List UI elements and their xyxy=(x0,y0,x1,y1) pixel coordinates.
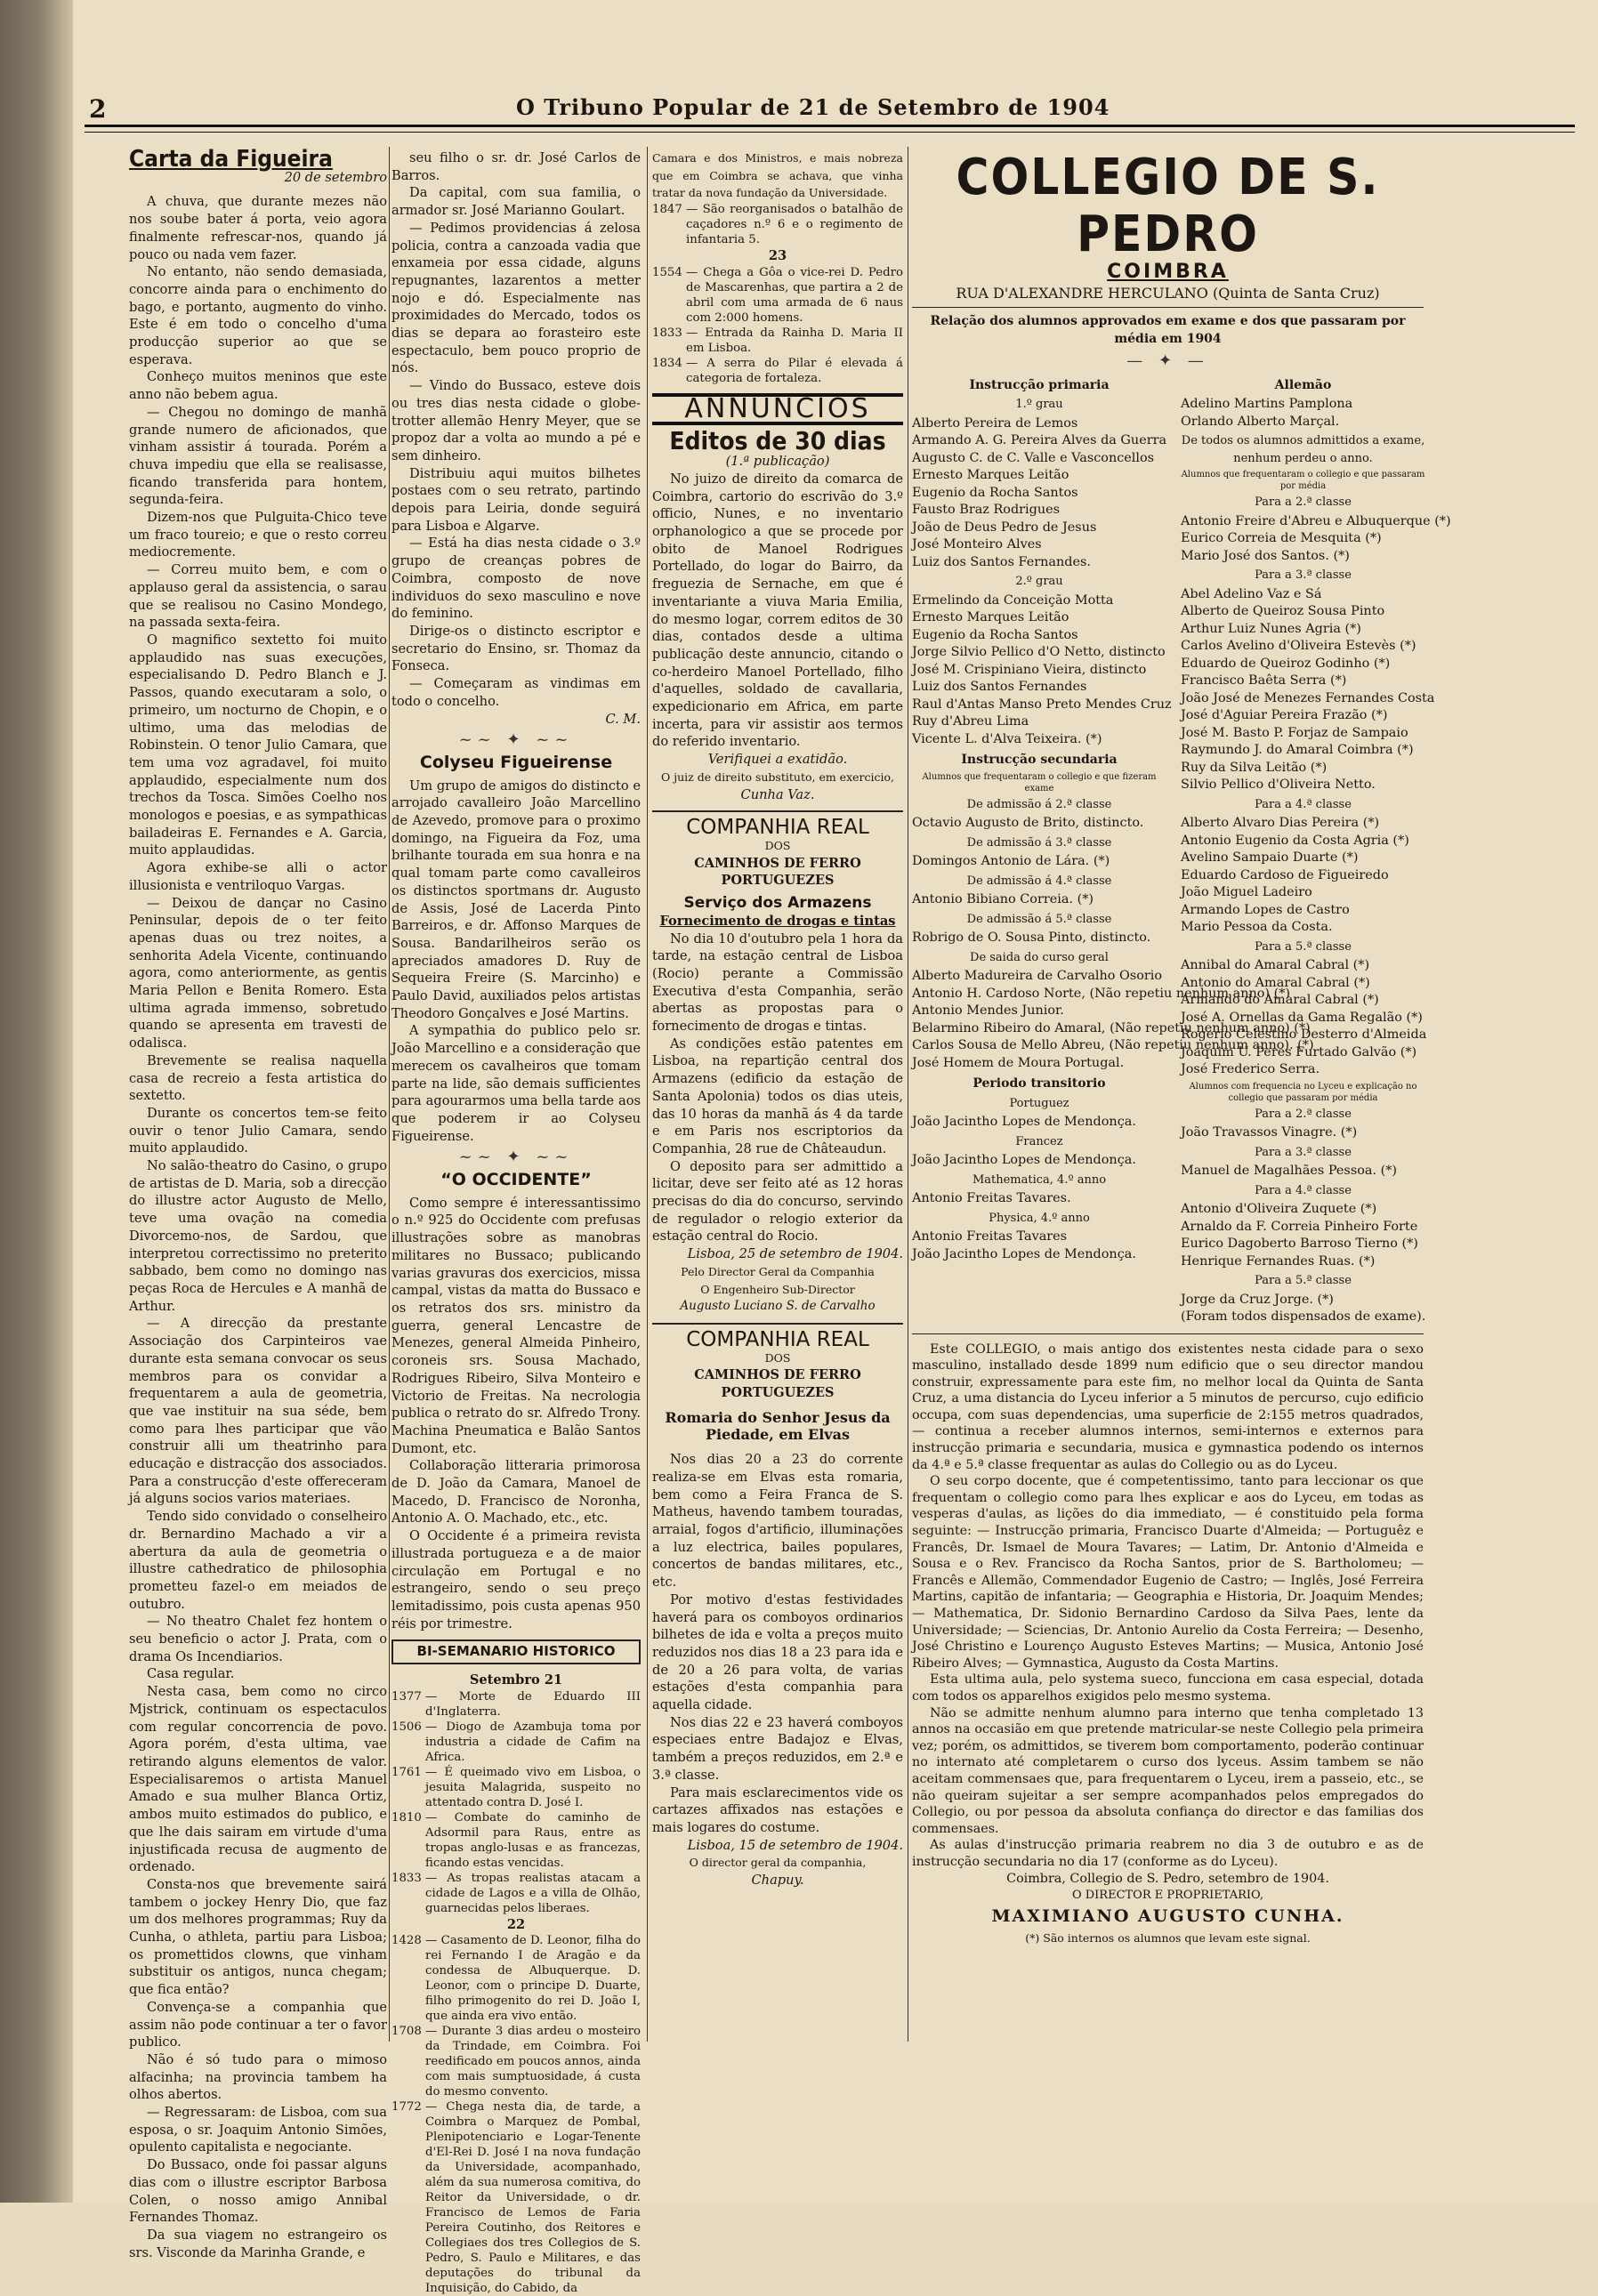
subsection-title: Setembro 21 xyxy=(469,1672,563,1688)
company-dos: DOS xyxy=(764,838,791,852)
list-heading: De saida do curso geral xyxy=(970,950,1109,964)
section-title: Colyseu Figueirense xyxy=(419,752,613,772)
list-heading: Allemão xyxy=(1274,377,1332,392)
student-name: Alberto Alvaro Dias Pereira (*) xyxy=(1181,816,1380,831)
student-name: Luiz dos Santos Fernandes xyxy=(912,680,1087,695)
entry-text: — Casamento de D. Leonor, filha do rei Fernando I de Aragão e da condessa de Albuquerque. D. Leonor, com o principe D. Duarte, filho primogenito do rei D. João I, que ainda era vivo então. xyxy=(425,1934,641,2024)
running-header: O Tribuno Popular de 21 de Setembro de 1904 xyxy=(516,94,1110,120)
paragraph: Esta ultima aula, pelo systema sueco, funcciona em casa especial, dotada com todos os apparelhos exigidos pelo mesmo systema. xyxy=(912,1672,1424,1704)
student-name: Orlando Alberto Marçal. xyxy=(1181,414,1340,429)
company-subtitle: CAMINHOS DE FERRO PORTUGUEZES xyxy=(694,855,861,889)
college-city: COIMBRA xyxy=(1107,261,1229,283)
student-name: Ernesto Marques Leitão xyxy=(912,610,1069,625)
director-line: O director geral da companhia, xyxy=(689,1856,867,1870)
student-name: João Miguel Ladeiro xyxy=(1181,885,1312,900)
entry-year: 1810 xyxy=(391,1810,422,1825)
student-name: João Travassos Vinagre. (*) xyxy=(1181,1125,1358,1140)
results-heading: Relação dos alumnos approvados em exame e dos que passaram por média em 1904 xyxy=(930,314,1406,347)
entry-text: — Chega a Gôa o vice-rei D. Pedro de Mascarenhas, que partira a 2 de abril com uma armada de 6 naus com 2:000 homens. xyxy=(686,265,903,325)
paragraph: — Começaram as vindimas em todo o concelho. xyxy=(391,676,641,709)
chronology-entry xyxy=(391,2099,641,2296)
list-heading: Alumnos que frequentaram o collegio e que fizeram exame xyxy=(922,771,1157,794)
student-name: Carlos Avelino d'Oliveira Estevès (*) xyxy=(1181,639,1416,654)
student-name: Arnaldo da F. Correia Pinheiro Forte xyxy=(1181,1219,1418,1234)
college-advertisement xyxy=(912,149,1451,2084)
student-name: Ernesto Marques Leitão xyxy=(912,468,1069,483)
continued-text: Camara e dos Ministros, e mais nobreza que em Coimbra se achava, que vinha tratar da nova fundação da Universidade. xyxy=(652,151,903,200)
student-name: José Monteiro Alves xyxy=(912,537,1042,552)
paragraph: Distribuiu aqui muitos bilhetes postaes com o seu retrato, partindo depois para Leiria, donde seguirá para Lisboa e Algarve. xyxy=(391,465,641,534)
paragraph: seu filho o sr. dr. José Carlos de Barros. xyxy=(391,150,641,183)
company-title: COMPANHIA REAL xyxy=(686,1327,869,1351)
student-name: Antonio Eugenio da Costa Agria (*) xyxy=(1181,833,1409,848)
paragraph: A chuva, que durante mezes não nos soube bater á porta, veio agora finalmente refrescar-nos, quando já pouco ou nada vem fazer. xyxy=(129,194,387,262)
paragraph: O deposito para ser admittido a licitar, deve ser feito até as 12 horas precisas do dia do concurso, servindo de regulador o relogio exterior da estação central do Rocio. xyxy=(652,1158,903,1245)
student-name: Abel Adelino Vaz e Sá xyxy=(1181,586,1322,601)
entry-text: — As tropas realistas atacam a cidade de Lagos e a villa de Olhão, guarnecidas pelos liberaes. xyxy=(425,1871,641,1915)
student-name: Augusto C. de C. Valle e Vasconcellos xyxy=(912,450,1155,465)
list-heading: 1.º grau xyxy=(1015,398,1063,412)
paragraph: Não se admitte nenhum alumno para interno que tenha completado 13 annos na occasião em que pretende matricular-se neste Collegio pela primeira vez; porém, os admittidos, se tiverem bom comportamento, poderão continuar no internato até completarem o curso dos lyceus. Assim tambem se não aceitam commensaes que, para frequentarem o Lyceu, irem a passeio, etc., se não queiram sujeitar a ser sempre acompanhados pelos empregados do Collegio, ou por pessoa da absoluta confiança do director e das familias dos commensaes. xyxy=(912,1705,1424,1836)
entry-year: 1834 xyxy=(652,356,682,370)
paragraph: Não é só tudo para o mimoso alfacinha; na provincia tambem ha olhos abertos. xyxy=(129,2051,387,2103)
student-name: José M. Basto P. Forjaz de Sampaio xyxy=(1181,725,1408,740)
list-heading: Mathematica, 4.º anno xyxy=(972,1172,1107,1187)
entry-year: 1554 xyxy=(652,265,682,279)
list-heading: Periodo transitorio xyxy=(973,1076,1106,1092)
student-name: Adelino Martins Pamplona xyxy=(1181,397,1353,412)
closing-line: Coimbra, Collegio de S. Pedro, setembro de 1904. xyxy=(1006,1871,1329,1886)
student-name: Alberto Madureira de Carvalho Osorio xyxy=(912,969,1163,984)
student-name: João Jacintho Lopes de Mendonça. xyxy=(912,1246,1136,1261)
paragraph: Da capital, com sua familia, o armador sr. José Marianno Goulart. xyxy=(391,185,641,219)
student-name: Arthur Luiz Nunes Agria (*) xyxy=(1181,621,1361,636)
student-name: Alberto de Queiroz Sousa Pinto xyxy=(1181,604,1385,619)
entry-text: — Combate do caminho de Adsormil para Raus, entre as tropas anglo-lusas e as francezas, ficando estas vencidas. xyxy=(425,1810,641,1870)
student-name: Jorge da Cruz Jorge. (*) xyxy=(1181,1292,1334,1307)
entry-year: 1772 xyxy=(391,2100,422,2115)
entry-year: 1833 xyxy=(391,1871,422,1885)
paragraph: No salão-theatro do Casino, o grupo de artistas de D. Maria, sob a direcção do illustre actor Augusto de Mello, teve uma ovação na comedia Divorcemo-nos, de Sardou, que interpretou correctissimo no preterito sabbado, bem como no domingo nas peças Roca de Hercules e A manhã de Arthur. xyxy=(129,1158,387,1314)
list-heading: Para a 4.ª classe xyxy=(1255,797,1352,811)
paragraph: Para mais esclarecimentos vide os cartazes affixados nas estações e mais logares do costume. xyxy=(652,1784,903,1835)
entry-year: 1847 xyxy=(652,203,682,217)
header-rule xyxy=(85,125,1575,133)
student-name: José Frederico Serra. xyxy=(1181,1062,1320,1077)
student-name: Vicente L. d'Alva Teixeira. (*) xyxy=(912,731,1102,746)
list-heading: Para a 2.ª classe xyxy=(1255,495,1352,510)
column-2 xyxy=(391,149,641,2296)
student-name: Luiz dos Santos Fernandes. xyxy=(912,554,1091,569)
paragraph: Este COLLEGIO, o mais antigo dos existentes nesta cidade para o sexo masculino, installado desde 1899 num edificio que o seu director mandou construir, expressamente para este fim, no melhor local da Quinta de Santa Cruz, a uma distancia do Lyceu inferior a 5 minutos de percurso, cujo edificio occupa, com suas dependencias, uma superficie de 2:155 metros quadrados, — continua a receber alumnos internos, semi-internos e externos para instrucção primaria e secundaria, musica e gymnastica podendo os internos da 4.ª e 5.ª classe frequentar as aulas do Collegio ou as do Lyceu. xyxy=(912,1341,1424,1472)
entry-year: 1377 xyxy=(391,1689,422,1704)
student-name: João Jacintho Lopes de Mendonça. xyxy=(912,1115,1136,1130)
student-name: Jorge Silvio Pellico d'O Netto, distincto xyxy=(912,645,1166,660)
student-name: Alberto Pereira de Lemos xyxy=(912,415,1078,431)
director-title: O DIRECTOR E PROPRIETARIO, xyxy=(1071,1889,1264,1903)
chronology-table xyxy=(652,265,903,386)
student-name: Belarmino Ribeiro do Amaral, (Não repetiu nenhum anno) (*) xyxy=(912,1020,1311,1035)
student-name: Domingos Antonio de Lára. (*) xyxy=(912,854,1110,869)
student-name: Robrigo de O. Sousa Pinto, distincto. xyxy=(912,930,1151,946)
student-name: Annibal do Amaral Cabral (*) xyxy=(1181,958,1370,973)
paragraph: No entanto, não sendo demasiada, concorre ainda para o enchimento do bago, e portanto, augmento do vinho. Este é em todo o concelho d'uma producção superior ao que se esperava. xyxy=(129,264,387,367)
column-divider xyxy=(647,147,648,2042)
student-name: Manuel de Magalhães Pessoa. (*) xyxy=(1181,1164,1398,1179)
paragraph: Nesta casa, bem como no circo Mjstrick, continuam os espectaculos com regular concorrencia de povo. Agora porém, d'esta ultima, vae retirando alguns elementos de valor. Especialisaremos o artista Manuel Amado e sua mulher Blanca Ortiz, ambos muito estimados do publico, e que lhe dais sairam em virtude d'uma injustificada recusa de augmento de ordenado. xyxy=(129,1684,387,1875)
student-name: (Foram todos dispensados de exame). xyxy=(1181,1309,1426,1325)
list-heading: Para a 3.ª classe xyxy=(1255,1145,1352,1159)
list-heading: De admissão á 3.ª classe xyxy=(966,835,1112,850)
paragraph: O magnifico sextetto foi muito applaudido nas suas execuções, especialisando D. Pedro Blanch e J. Passos, quando executaram a solo, o primeiro, um nocturno de Chopin, e o ultimo, uma das melodias de Robinstein. O tenor Julio Camara, que tem uma voz agradavel, foi muito applaudido, especialmente num dos trechos da Tosca. Simões Coelho nos monologos e poesias, e as sympathicas bailadeiras E. Fernandes e A. Garcia, muito applaudidas. xyxy=(129,632,387,858)
paragraph: Dirige-os o distincto escriptor e secretario do Ensino, sr. Thomaz da Fonseca. xyxy=(391,623,641,674)
page-number: 2 xyxy=(89,94,107,124)
paragraph: Agora exhibe-se alli o actor illusionista e ventriloquo Vargas. xyxy=(129,860,387,893)
entry-text: — Entrada da Rainha D. Maria II em Lisboa. xyxy=(686,326,903,355)
list-heading: De admissão á 4.ª classe xyxy=(966,874,1112,888)
subsection-title: 23 xyxy=(768,248,787,264)
chronology-entry xyxy=(391,1765,641,1810)
judge-name: Cunha Vaz. xyxy=(740,786,815,802)
college-title: COLLEGIO DE S. PEDRO xyxy=(956,149,1380,263)
entry-text: — Chega nesta dia, de tarde, a Coimbra o Marquez de Pombal, Plenipotenciario e Logar-Tenente d'El-Rei D. José I na nova fundação da Universidade, acompanhado, além da sua numerosa comitiva, do Reitor da Universidade, o dr. Francisco de Lemos de Faria Pereira Coutinho, dos Reitores e Collegiaes dos tres Collegios de S. Pedro, S. Paulo e Militares, e das deputações do tribunal da Inquisição, do Cabido, da xyxy=(425,2100,641,2296)
college-address: RUA D'ALEXANDRE HERCULANO (Quinta de Santa Cruz) xyxy=(956,284,1380,302)
chronology-entry xyxy=(391,2024,641,2099)
notice-date: Lisboa, 15 de setembro de 1904. xyxy=(687,1837,903,1853)
director-line: Pelo Director Geral da Companhia xyxy=(681,1264,875,1278)
director-signature: Chapuy. xyxy=(751,1873,804,1889)
ornament-divider: — ✦ — xyxy=(1126,350,1209,370)
student-name: Henrique Fernandes Ruas. (*) xyxy=(1181,1253,1376,1269)
student-name: José M. Crispiniano Vieira, distincto xyxy=(912,662,1147,677)
paragraph: Tendo sido convidado o conselheiro dr. Bernardino Machado a vir a abertura da aula de geometria o illustre cathedratico de philosophia prometteu fazel-o em meiados de outubro. xyxy=(129,1509,387,1612)
list-heading: Instrucção primaria xyxy=(969,377,1110,392)
paragraph: — Correu muito bem, e com o applauso geral da assistencia, o sarau que se realisou no Casino Mondego, na passada sexta-feira. xyxy=(129,562,387,631)
paragraph: Como sempre é interessantissimo o n.º 925 do Occidente com prefusas illustrações sobre as manobras militares no Bussaco; publicando varias gravuras dos exercicios, missa campal, vistas da matta do Bussaco e os retratos dos srs. ministro da guerra, general Lencastre de Menezes, general Almeida Pinheiro, coroneis srs. Sousa Machado, Rodrigues Ribeiro, Silva Monteiro e Victorio de Freitas. Na necrologia publica o retrato do sr. Alfredo Trony. Machina Pneumatica e Balão Santos Dumont, etc. xyxy=(391,1195,641,1456)
student-name: Ruy d'Abreu Lima xyxy=(912,714,1029,729)
paragraph: Conheço muitos meninos que este anno não bebem agua. xyxy=(129,369,387,403)
list-heading: Para a 5.ª classe xyxy=(1255,939,1352,954)
list-heading: Portuguez xyxy=(1009,1096,1069,1110)
paragraph: — Chegou no domingo de manhã grande numero de aficionados, que vinham assistir á tourada. Porém a chuva impediu que ella se realisasse, ficando transferida para hontem, segunda-feira. xyxy=(129,404,387,508)
notice-subtitle: (1.ª publicação) xyxy=(725,454,830,470)
student-name: Eurico Dagoberto Barroso Tierno (*) xyxy=(1181,1237,1418,1252)
column-3 xyxy=(652,149,903,2084)
chronology-table xyxy=(652,202,903,247)
signature: C. M. xyxy=(605,711,641,727)
director-line: O Engenheiro Sub-Director xyxy=(700,1282,855,1296)
student-name: Antonio d'Oliveira Zuquete (*) xyxy=(1181,1202,1377,1217)
entry-year: 1761 xyxy=(391,1765,422,1779)
list-heading: De todos os alumnos admittidos a exame, nenhum perdeu o anno. xyxy=(1181,434,1425,465)
student-name: Silvio Pellico d'Oliveira Netto. xyxy=(1181,777,1376,793)
list-heading: De admissão á 2.ª classe xyxy=(966,797,1112,811)
student-name: Eugenio da Rocha Santos xyxy=(912,485,1078,500)
student-name: Joaquim U. Peres Furtado Galvão (*) xyxy=(1181,1044,1417,1059)
student-name: Armando A. G. Pereira Alves da Guerra xyxy=(912,433,1167,448)
paragraph: Brevemente se realisa naquella casa de recreio a festa artistica do sextetto. xyxy=(129,1052,387,1104)
article-body xyxy=(391,1195,641,1633)
student-name: João José de Menezes Fernandes Costa xyxy=(1181,690,1435,705)
student-name: Armando do Amaral Cabral (*) xyxy=(1181,993,1379,1008)
entry-text: — Morte de Eduardo III d'Inglaterra. xyxy=(425,1689,641,1719)
student-name: Eduardo Cardoso de Figueiredo xyxy=(1181,867,1389,882)
student-name: José d'Aguiar Pereira Frazão (*) xyxy=(1181,708,1388,723)
section-title: BI-SEMANARIO HISTORICO xyxy=(391,1639,641,1664)
student-name: José Homem de Moura Portugal. xyxy=(912,1055,1125,1070)
paragraph: O seu corpo docente, que é competentissimo, tanto para leccionar os que frequentam o collegio como para lhes explicar e aos do Lyceu, em todas as vesperas d'aulas, as lições do dia immediato, — é constituido pela forma seguinte: — Instrucção primaria, Francisco Duarte d'Almeida; — Portuguêz e Francês, Dr. Ismael de Moura Tavares; — Latim, Dr. Antonio d'Almeida e Sousa e o Rev. Francisco da Rocha Santos, prior de S. Bartholomeu; — Francês e Allemão, Commendador Eugenio de Castro; — Inglês, José Ferreira Martins, capitão de infantaria; — Geographia e Historia, Dr. Joaquim Mendes; — Mathematica, Dr. Sidonio Bernardino Cardoso da Silva Paes, lente da Universidade; — Sciencias, Dr. Antonio Aurelio da Costa Ferreira; — Desenho, José Christino e Lourenço Augusto Esteves Martins; — Musica, Antonio José Ribeiro Alves; — Gymnastica, Augusto da Costa Martins. xyxy=(912,1474,1424,1671)
list-heading: De admissão á 5.ª classe xyxy=(966,912,1112,926)
student-name: Fausto Braz Rodrigues xyxy=(912,503,1061,518)
list-heading: Physica, 4.º anno xyxy=(989,1211,1090,1225)
student-name: Antonio Bibiano Correia. (*) xyxy=(912,892,1094,907)
paragraph: — Está ha dias nesta cidade o 3.º grupo de creanças pobres de Coimbra, composto de nove individuos do sexo masculino e nove do feminino. xyxy=(391,536,641,622)
paragraph: As aulas d'instrucção primaria reabrem no dia 3 de outubro e as de instrucção secundaria no dia 17 (conforme as do Lyceu). xyxy=(912,1838,1424,1869)
entry-year: 1833 xyxy=(652,326,682,340)
results-grid xyxy=(912,374,1451,1326)
paragraph: Por motivo d'estas festividades haverá para os comboyos ordinarios bilhetes de ida e volta a preços muito reduzidos nos dias 18 a 23 para ida e de 20 a 26 para volta, de varias estações d'esta companhia para aquella cidade. xyxy=(652,1591,903,1713)
notice-body: No juizo de direito da comarca de Coimbra, cartorio do escrivão do 3.º officio, Nunes, e no inventario orphanologico a que se procede por obito de Manoel Rodrigues Portellado, do logar do Bairro, da freguezia de Sernache, em que é inventariante a viuva Maria Emilia, do mesmo logar, correm editos de 30 dias, contados desde a ultima publicação deste annuncio, citando o co-herdeiro Manoel Portellado, filho d'aquelles, soldado de cavallaria, expedicionario em Africa, em parte incerta, para vir assistir aos termos do referido inventario. xyxy=(652,471,903,750)
student-name: Antonio do Amaral Cabral (*) xyxy=(1181,975,1370,990)
student-name: Avelino Sampaio Duarte (*) xyxy=(1181,850,1359,866)
entry-text: — É queimado vivo em Lisboa, o jesuita Malagrida, suspeito no attentado contra D. José I. xyxy=(425,1765,641,1809)
paragraph: Da sua viagem no estrangeiro os srs. Visconde da Marinha Grande, e xyxy=(129,2227,387,2260)
entry-text: — Diogo de Azambuja toma por industria a cidade de Cafim na Africa. xyxy=(425,1720,641,1764)
student-name: Eduardo de Queiroz Godinho (*) xyxy=(1181,656,1391,671)
list-heading: Alumnos com frequencia no Lyceu e explicação no collegio que passaram por média xyxy=(1189,1081,1417,1103)
paragraph: — No theatro Chalet fez hontem o seu beneficio o actor J. Prata, com o drama Os Incendiarios. xyxy=(129,1614,387,1664)
paragraph: Nos dias 22 e 23 haverá comboyos especiaes entre Badajoz e Elvas, também a preços reduzidos, em 2.ª e 3.ª classe. xyxy=(652,1714,903,1783)
entry-year: 1506 xyxy=(391,1720,422,1734)
entry-year: 1708 xyxy=(391,2025,422,2039)
company-title: COMPANHIA REAL xyxy=(686,816,869,840)
notice-body xyxy=(652,1451,903,1836)
paragraph: Nos dias 20 a 23 do corrente realiza-se em Elvas esta romaria, bem como a Feira Franca de S. Matheus, havendo tambem touradas, arraial, fogos d'artificio, illuminações a luz electrica, bailes populares, concertos de bandas militares, etc., etc. xyxy=(652,1452,903,1591)
list-heading: Para a 3.ª classe xyxy=(1255,568,1352,583)
paragraph: Durante os concertos tem-se feito ouvir o tenor Julio Camara, sendo muito applaudido. xyxy=(129,1105,387,1156)
student-name: João de Deus Pedro de Jesus xyxy=(912,520,1097,535)
paragraph: Dizem-nos que Pulguita-Chico teve um fraco toureio; e que o resto correu mediocremente. xyxy=(129,510,387,560)
entry-year: 1428 xyxy=(391,1934,422,1948)
paragraph: A sympathia do publico pelo sr. João Marcellino e a consideração que merecem os cavalheiros que tomam parte na lide, são demais sufficientes para agourarmos uma bella tarde aos que poderem ir ao Colyseu Figueirense. xyxy=(391,1023,641,1144)
paragraph: Consta-nos que brevemente sairá tambem o jockey Henry Dio, que faz um dos melhores programmas; Ruy da Cunha, o athleta, partiu para Lisboa; os promettidos clowns, que vinham substituir os antigos, nunca chegam; que fica então? xyxy=(129,1876,387,1998)
paragraph: Collaboração litteraria primorosa de D. João da Camara, Manoel de Macedo, D. Francisco de Noronha, Antonio A. O. Machado, etc., etc. xyxy=(391,1458,641,1527)
chronology-entry xyxy=(391,1810,641,1871)
chronology-entry xyxy=(391,1689,641,1720)
paragraph: No dia 10 d'outubro pela 1 hora da tarde, na estação central de Lisboa (Rocio) perante a Commissão Executiva d'esta Companhia, serão abertas as propostas para o fornecimento de drogas e tintas. xyxy=(652,930,903,1035)
company-dos: DOS xyxy=(764,1350,791,1365)
article-date: 20 de setembro xyxy=(284,169,387,185)
paragraph: — Regressaram: de Lisboa, com sua esposa, o sr. Joaquim Antonio Simões, opulento capitalista e negociante. xyxy=(129,2105,387,2155)
article-title: Carta da Figueira xyxy=(129,146,333,173)
student-name: Raul d'Antas Manso Preto Mendes Cruz xyxy=(912,697,1172,712)
ornament-divider: ~~ ✦ ~~ xyxy=(458,1148,574,1167)
director-name: MAXIMIANO AUGUSTO CUNHA. xyxy=(991,1905,1344,1926)
article-body xyxy=(391,149,641,711)
section-title: “O OCCIDENTE” xyxy=(440,1170,592,1190)
student-name: Ruy da Silva Leitão (*) xyxy=(1181,760,1328,775)
notice-date: Lisboa, 25 de setembro de 1904. xyxy=(687,1246,903,1262)
chronology-table xyxy=(391,1933,641,2296)
paragraph: O Occidente é a primeira revista illustrada portugueza e a de maior circulação em Portugal e no estrangeiro, sendo o seu preço lemitadissimo, pois custa apenas 950 réis por trimestre. xyxy=(391,1528,641,1631)
judge-title: O juiz de direito substituto, em exercicio, xyxy=(661,769,894,784)
paragraph: — Pedimos providencias á zelosa policia, contra a canzoada vadia que enxameia por essa cidade, alguns repugnantes, lazarentos a metter nojo e dó. Especialmente nas proximidades do Mercado, todos os dias se depara ao forasteiro este espectaculo, bem pouco proprio de nós. xyxy=(391,220,641,376)
student-name: Ermelindo da Conceição Motta xyxy=(912,592,1114,608)
entry-text: — Durante 3 dias ardeu o mosteiro da Trindade, em Coimbra. Foi reedificado em poucos annos, ainda com mais sumptuosidade, á custa do mesmo convento. xyxy=(425,2025,641,2099)
section-title: ANNUNCIOS xyxy=(652,393,903,425)
entry-text: — São reorganisados o batalhão de caçadores n.º 6 e o regimento de infantaria 5. xyxy=(686,203,903,247)
paragraph: Um grupo de amigos do distincto e arrojado cavalleiro João Marcellino de Azevedo, promove para o proximo domingo, na Figueira da Foz, uma brilhante tourada em sua honra e na qual tomam parte como cavalleiros os distinctos sportmans dr. Augusto de Assis, José de Lacerda Pinto Barreiros, e dr. Affonso Marques de Sousa. Bandarilheiros serão os apreciados amadores D. Ruy de Sequeira Freire (S. Marcinho) e Paulo David, auxiliados pelos artistas Theodoro Gonçalves e José Martins. xyxy=(391,777,641,1021)
student-name: Mario Pessoa da Costa. xyxy=(1181,920,1333,935)
notice-title: Romaria do Senhor Jesus da Piedade, em Elvas xyxy=(665,1408,891,1444)
student-name: José A. Ornellas da Gama Regalão (*) xyxy=(1181,1010,1423,1025)
college-description xyxy=(912,1341,1424,1871)
student-name: Antonio Freitas Tavares. xyxy=(912,1191,1071,1206)
paragraph: Convença-se a companhia que assim não pode continuar a ter o favor publico. xyxy=(129,1999,387,2050)
paragraph: Do Bussaco, onde foi passar alguns dias com o illustre escriptor Barbosa Colen, o nosso amigo Annibal Fernandes Thomaz. xyxy=(129,2157,387,2226)
student-name: Mario José dos Santos. (*) xyxy=(1181,548,1350,563)
list-heading: Francez xyxy=(1015,1134,1063,1148)
student-name: Eugenio da Rocha Santos xyxy=(912,627,1078,642)
column-1 xyxy=(129,146,387,2260)
paragraph: — A direcção da prestante Associação dos Carpinteiros vae durante esta semana convocar os seus membros para os convidar a frequentarem a aula de geometria, que vae instituir na sua séde, bem como para lhes participar que vão construir alli um theatrinho para educação e distracção dos associados. Para a construcção d'este offereceram já alguns socios varios materiaes. xyxy=(129,1316,387,1507)
chronology-table xyxy=(391,1689,641,1916)
paragraph: Casa regular. xyxy=(147,1666,235,1682)
list-heading: 2.º grau xyxy=(1015,575,1063,589)
chronology-entry xyxy=(652,356,903,386)
list-heading: Instrucção secundaria xyxy=(961,753,1118,768)
article-body xyxy=(129,193,387,2261)
notice-title: Editos de 30 dias xyxy=(669,425,886,455)
paragraph: As condições estão patentes em Lisboa, na repartição central dos Armazens (edificio da estação de Santa Apolonia) todos os dias uteis, das 10 horas da manhã ás 4 da tarde e em Paris nos escriptorios da Companhia, 28 rue de Châteaudun. xyxy=(652,1035,903,1156)
notice-body xyxy=(652,930,903,1246)
book-gutter xyxy=(0,0,73,2203)
chronology-entry xyxy=(652,265,903,326)
list-heading: Para a 4.ª classe xyxy=(1255,1183,1352,1197)
company-subtitle: CAMINHOS DE FERRO PORTUGUEZES xyxy=(694,1367,861,1401)
student-name: Antonio Freitas Tavares xyxy=(912,1229,1068,1245)
paragraph: — Vindo do Bussaco, esteve dois ou tres dias nesta cidade o globe-trotter allemão Henry Meyer, que se propoz dar a volta ao mundo a pé e sem dinheiro. xyxy=(391,378,641,463)
chronology-entry xyxy=(391,1720,641,1765)
article-body xyxy=(391,777,641,1146)
paragraph: — Deixou de dançar no Casino Peninsular, depois de o ter feito apenas duas ou trez noites, a senhorita Adela Vicente, continuando agora, como anteriormente, as gentis Maria Pellon e Benita Romero. Esta ultima agrada immenso, sobretudo quando se apresenta em travesti de odalisca. xyxy=(129,895,387,1051)
student-name: Antonio H. Cardoso Norte, (Não repetiu nenhum anno) (*) xyxy=(912,986,1291,1001)
verification: Verifiquei a exatidão. xyxy=(707,752,848,768)
list-heading: Alumnos que frequentaram o collegio e que passaram por média xyxy=(1181,470,1425,492)
chronology-entry xyxy=(391,1871,641,1916)
student-name: Carlos Sousa de Mello Abreu, (Não repetiu nenhum anno). (*) xyxy=(912,1038,1314,1053)
results-right xyxy=(1181,374,1451,1326)
footnote: (*) São internos os alumnos que levam este signal. xyxy=(1025,1930,1311,1945)
list-heading: Para a 2.ª classe xyxy=(1255,1107,1352,1121)
student-name: Rogerio Celestino Desterro d'Almeida xyxy=(1181,1027,1427,1043)
chronology-entry xyxy=(652,202,903,247)
student-name: Raymundo J. do Amaral Coimbra (*) xyxy=(1181,743,1414,758)
student-name: Armando Lopes de Castro xyxy=(1181,902,1350,917)
subsection-title: 22 xyxy=(506,1916,526,1932)
ornament-divider: ~~ ✦ ~~ xyxy=(458,730,574,750)
service-subtitle: Fornecimento de drogas e tintas xyxy=(659,913,896,929)
student-name: Francisco Baêta Serra (*) xyxy=(1181,673,1347,689)
student-name: João Jacintho Lopes de Mendonça. xyxy=(912,1153,1136,1168)
director-signature: Augusto Luciano S. de Carvalho xyxy=(680,1299,876,1314)
student-name: Eurico Correia de Mesquita (*) xyxy=(1181,531,1382,546)
service-title: Serviço dos Armazens xyxy=(683,894,872,913)
list-heading: Para a 5.ª classe xyxy=(1255,1274,1352,1288)
column-divider xyxy=(389,147,390,2042)
entry-text: — A serra do Pilar é elevada á categoria de fortaleza. xyxy=(686,356,903,385)
chronology-entry xyxy=(391,1933,641,2024)
student-name: Antonio Mendes Junior. xyxy=(912,1003,1064,1019)
chronology-entry xyxy=(652,326,903,356)
student-name: Antonio Freire d'Abreu e Albuquerque (*) xyxy=(1181,513,1451,528)
student-name: Octavio Augusto de Brito, distincto. xyxy=(912,816,1144,831)
